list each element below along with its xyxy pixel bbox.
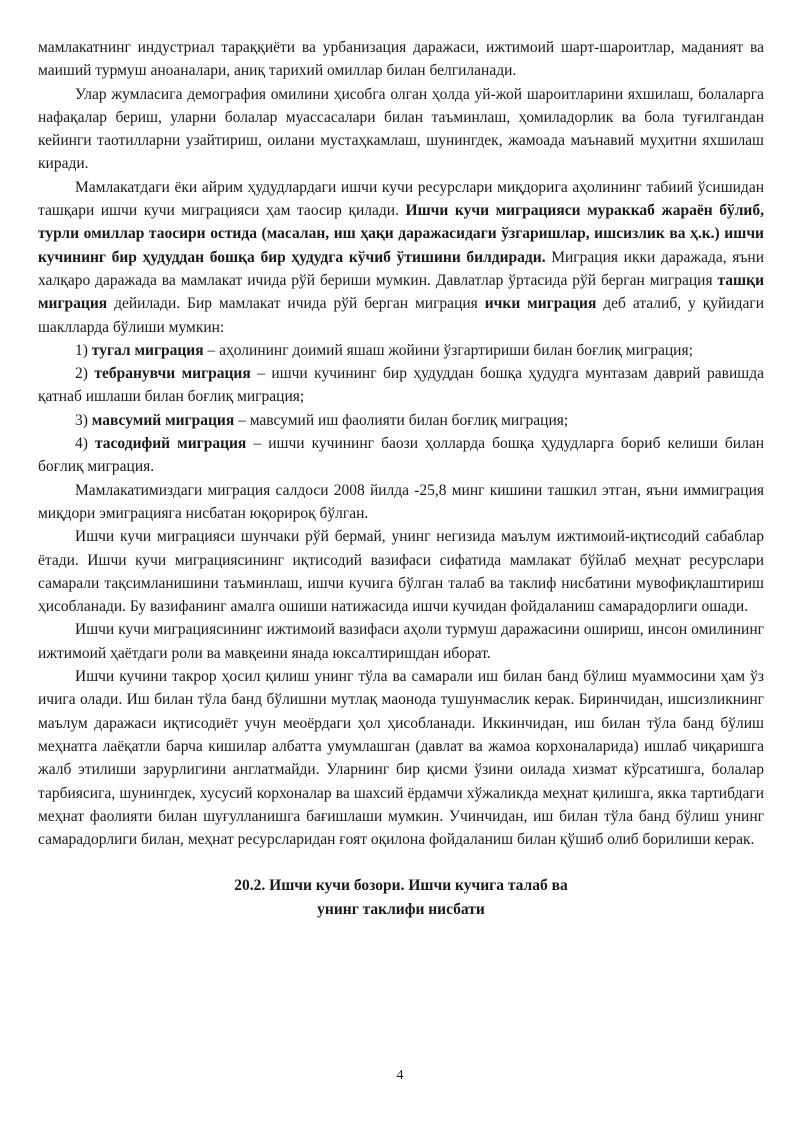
paragraph-migration <box>38 176 764 339</box>
list-item: 4) тасодифий миграция – ишчи кучининг баози ҳолларда бошқа ҳудудларга бориб келиши билан боғлиқ миграция. <box>38 435 764 476</box>
paragraph-continuation: мамлакатнинг индустриал тараққиёти ва урбанизация даражаси, ижтимоий шарт-шароитлар, маданият ва маиший турмуш аноаналари, аниқ тарихий омиллар билан белгиланади. <box>38 39 764 80</box>
list-term: тугал миграция <box>91 341 204 359</box>
paragraph-economic-function: Ишчи кучи миграцияси шунчаки рўй бермай, унинг негизида маълум ижтимоий-иқтисодий сабаблар ётади. Ишчи кучи миграциясининг иқтисодий вазифаси сифатида мамлакат бўйлаб меҳнат ресурслари самарали тақсимланишини таъминлаш, ишчи кучига бўлган талаб ва таклиф нисбатини мувофиқлаштириш ҳисобланади. Бу вазифанинг амалга ошиши натижасида ишчи кучидан фойдаланиш самарадорлиги ошади. <box>38 528 764 616</box>
migration-intro: Мамлакатдаги ёки айрим ҳудудлардаги ишчи кучи ресурслари миқдорига аҳолининг табиий ўсишидан ташқари ишчи кучи миграцияси ҳам таосир қилади. <box>38 178 764 220</box>
paragraph-employment: Ишчи кучини такрор ҳосил қилиш унинг тўла ва самарали иш билан банд бўлиш муаммосини ҳам ўз ичига олади. Иш билан тўла банд бўлишни мутлақ маонода тушунмаслик керак. Биринчидан, ишсизликнинг маълум даражаси иқтисодиёт учун меоёрдаги ҳол ҳисобланади. Иккинчидан, иш билан тўла банд бўлиш меҳнатга лаёқатли барча кишилар албатта умумлашган (давлат ва жамоа корхоналарида) ишлаб чиқаришга жалб этилиши зарурлигини англатмайди. Уларнинг бир қисми ўзини оилада хизмат кўрсатишга, болалар тарбиясига, шунингдек, хусусий корхоналар ва шахсий ёрдамчи хўжаликда меҳнат қилишга, якка тартибдаги меҳнат фаолияти билан шуғулланишга бағишлаши мумкин. Учинчидан, иш билан тўла банд бўлиш унинг самарадорлиги билан, меҳнат ресурсларидан ғоят оқилона фойдаланиш билан қўшиб олиб борилиши керак. <box>38 668 764 849</box>
term-external-migration: ташқи миграция <box>38 271 764 313</box>
migration-definition: Ишчи кучи миграцияси мураккаб жараён бўлиб, турли омиллар таосири остида (масалан, иш ҳақи даражасидаги ўзгаришлар, ишсизлик ва ҳ.к.) ишчи кучининг бир ҳудуддан бошқа бир ҳудудга кўчиб ўтишини билдиради. <box>38 202 764 266</box>
section-heading-line2: унинг таклифи нисбати <box>317 900 485 918</box>
section-heading-line1: 20.2. Ишчи кучи бозори. Ишчи кучига талаб ва <box>234 877 568 895</box>
migration-forms-intro: деб аталиб, у қуйидаги шаклларда бўлиши мумкин: <box>38 295 764 336</box>
list-item: 3) мавсумий миграция – мавсумий иш фаолияти билан боғлиқ миграция; <box>75 411 569 429</box>
migration-text: дейилади. Бир мамлакат ичида рўй берган миграция <box>107 295 485 313</box>
paragraph-social-function: Ишчи кучи миграциясининг ижтимоий вазифаси аҳоли турмуш даражасини ошириш, инсон омилининг ижтимоий ҳаётдаги роли ва мавқеини янада юксалтиришдан иборат. <box>38 621 764 662</box>
list-term: тебранувчи миграция <box>94 365 251 383</box>
paragraph-demography: Улар жумласига демография омилини ҳисобга олган ҳолда уй-жой шароитларини яхшилаш, болаларга нафақалар бериш, уларни болалар муассасалари билан таъминлаш, ҳомиладорлик ва бола туғилгандан кейинги таотилларни узайтириш, оилани мустаҳкамлаш, шунингдек, жамоада маънавий муҳитни яхшилаш киради. <box>38 85 764 173</box>
list-term: мавсумий миграция <box>91 411 235 429</box>
list-term: тасодифий миграция <box>95 435 247 453</box>
term-internal-migration: ички миграция <box>484 295 597 313</box>
list-item: 1) тугал миграция – аҳолининг доимий яшаш жойини ўзгартириши билан боғлиқ миграция; <box>75 341 693 359</box>
page-number: 4 <box>396 1068 404 1083</box>
list-item: 2) тебранувчи миграция – ишчи кучининг бир ҳудуддан бошқа ҳудудга мунтазам даврий равишда қатнаб ишлаши билан боғлиқ миграция; <box>38 365 764 406</box>
section-heading <box>38 874 764 921</box>
paragraph-migration-balance: Мамлакатимиздаги миграция салдоси 2008 йилда -25,8 минг кишини ташкил этган, яъни иммиграция миқдори эмиграцияга нисбатан юқорироқ бўлган. <box>38 481 764 522</box>
migration-levels: Миграция икки даражада, яъни халқаро даражада ва мамлакат ичида рўй бериши мумкин. Давлатлар ўртасида рўй берган миграция <box>38 248 764 289</box>
document-page <box>38 36 764 921</box>
